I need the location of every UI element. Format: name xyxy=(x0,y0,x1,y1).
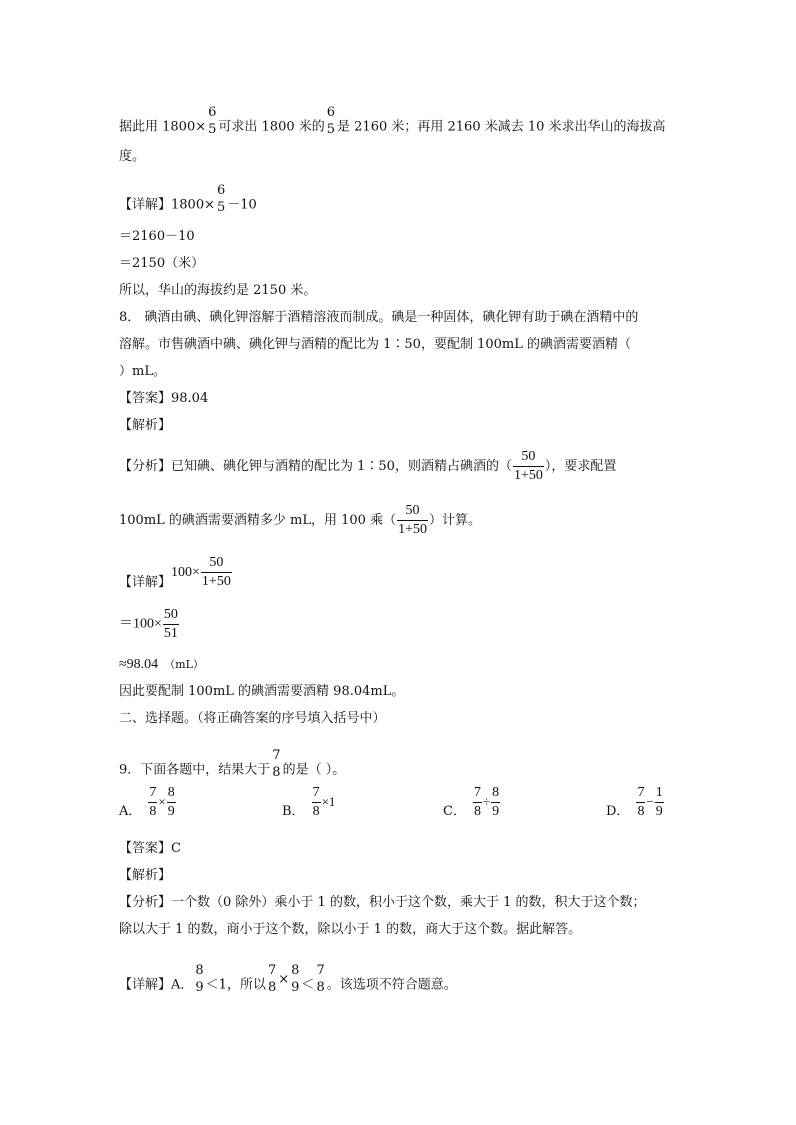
denominator: 9 xyxy=(291,980,300,995)
question-9-stem xyxy=(119,748,346,785)
numerator: 50 xyxy=(405,503,420,518)
question-8-line-3: ）mL。 xyxy=(119,364,166,379)
numerator: 7 xyxy=(473,785,481,800)
text: ）计算。 xyxy=(428,513,481,528)
fraction xyxy=(201,556,232,589)
fraction xyxy=(397,504,428,537)
analysis-line-1 xyxy=(119,450,616,483)
fraction xyxy=(513,450,544,483)
operator: × xyxy=(158,794,166,809)
numerator: 6 xyxy=(217,183,226,198)
denominator: 8 xyxy=(267,980,277,995)
text: ＜1，所以 xyxy=(205,977,266,993)
detail-line xyxy=(119,963,457,1000)
calc-step xyxy=(119,656,204,674)
solution-line-1 xyxy=(119,105,666,142)
answer: 【答案】98.04 xyxy=(119,391,209,406)
text: 。该选项不符合题意。 xyxy=(326,977,457,993)
analysis-label: 【解析】 xyxy=(119,418,172,433)
analysis-label: 【解析】 xyxy=(119,868,172,883)
denominator: 5 xyxy=(208,122,217,137)
section-heading: 二、选择题。（将正确答案的序号填入括号中） xyxy=(119,711,386,726)
denominator: 9 xyxy=(195,980,204,995)
fraction xyxy=(290,964,300,994)
text: 1800× xyxy=(171,197,215,213)
question-8-line-2: 溶解。市售碘酒中碘、碘化钾与酒精的配比为 1∶50，要配制 100mL 的碘酒需要酒精（ xyxy=(119,337,631,352)
fraction xyxy=(271,749,281,779)
numerator: 7 xyxy=(637,785,645,800)
text: 据此用 1800× xyxy=(119,119,207,135)
option-b[interactable] xyxy=(282,786,335,819)
numerator: 1 xyxy=(655,785,663,800)
answer: 【答案】C xyxy=(119,841,181,856)
numerator: 50 xyxy=(521,449,536,464)
conclusion: 因此要配制 100mL 的碘酒需要酒精 98.04mL。 xyxy=(119,684,405,699)
operator: ÷ xyxy=(482,794,491,809)
text: 是 2160 米；再用 2160 米减去 10 米求出华山的海拔高 xyxy=(337,119,666,135)
option-label: C． xyxy=(443,804,466,819)
denominator: 5 xyxy=(326,122,336,137)
solution-line-2: 度。 xyxy=(119,149,146,164)
denominator: 9 xyxy=(655,804,663,819)
numerator: 50 xyxy=(209,555,224,570)
calc-step: ＝2160－10 xyxy=(119,229,195,244)
fraction xyxy=(473,786,482,819)
text: 【分析】已知碘、碘化钾与酒精的配比为 1∶50，则酒精占碘酒的（ xyxy=(119,459,512,474)
fraction xyxy=(315,964,325,994)
denominator: 1+50 xyxy=(513,468,543,483)
option-a[interactable] xyxy=(119,786,177,819)
fraction xyxy=(326,106,336,136)
numerator: 6 xyxy=(208,105,217,120)
option-label: D． xyxy=(606,804,630,819)
numerator: 8 xyxy=(492,785,500,800)
text: ≈98.04 xyxy=(119,657,159,672)
denominator: 8 xyxy=(272,765,281,780)
conclusion: 所以，华山的海拔约是 2150 米。 xyxy=(119,283,317,298)
calc-step xyxy=(119,608,180,641)
operator: × xyxy=(278,971,290,987)
fraction xyxy=(216,184,226,214)
text: ），要求配置 xyxy=(544,459,617,474)
text: 100× xyxy=(171,565,200,580)
denominator: 9 xyxy=(492,804,500,819)
detail-label: 【详解】 xyxy=(119,197,172,213)
fraction xyxy=(207,106,217,136)
operator: ×1 xyxy=(321,794,336,809)
fraction xyxy=(163,608,179,641)
analysis-line-1: 【分析】一个数（0 除外）乘小于 1 的数，积小于这个数，乘大于 1 的数，积大于这个数； xyxy=(119,895,646,910)
text: ＝100× xyxy=(119,616,162,632)
fraction xyxy=(636,786,645,819)
operator: − xyxy=(646,794,654,809)
option-label: A． xyxy=(119,804,142,819)
text: 可求出 1800 米的 xyxy=(218,119,325,135)
fraction xyxy=(148,786,157,819)
denominator: 1+50 xyxy=(201,574,231,589)
analysis-line-2: 除以大于 1 的数，商小于这个数，除以小于 1 的数，商大于这个数。据此解答。 xyxy=(119,922,582,937)
denominator: 51 xyxy=(163,626,178,641)
numerator: 7 xyxy=(267,963,277,978)
fraction xyxy=(167,786,176,819)
denominator: 5 xyxy=(217,200,226,215)
denominator: 8 xyxy=(637,804,645,819)
numerator: 7 xyxy=(312,785,320,800)
denominator: 9 xyxy=(167,804,175,819)
denominator: 8 xyxy=(312,804,320,819)
text: －10 xyxy=(227,197,257,213)
numerator: 50 xyxy=(163,607,178,622)
unit: （mL） xyxy=(164,658,204,671)
numerator: 7 xyxy=(316,963,325,978)
fraction xyxy=(655,786,664,819)
fraction xyxy=(267,964,277,994)
operator: ＜ xyxy=(301,977,315,993)
denominator: 8 xyxy=(316,980,325,995)
detail-label: 【详解】A． xyxy=(119,977,194,993)
denominator: 1+50 xyxy=(398,522,427,537)
question-8-line-1: 8． 碘酒由碘、碘化钾溶解于酒精溶液而制成。碘是一种固体，碘化钾有助于碘在酒精中的 xyxy=(119,310,639,325)
detail-line xyxy=(119,183,257,220)
option-label: B． xyxy=(282,804,305,819)
fraction xyxy=(194,964,204,994)
numerator: 8 xyxy=(195,963,204,978)
denominator: 8 xyxy=(473,804,481,819)
numerator: 8 xyxy=(167,785,175,800)
detail-line xyxy=(119,555,233,599)
fraction xyxy=(312,786,321,819)
text: 的是（ ）。 xyxy=(282,762,346,778)
denominator: 8 xyxy=(149,804,157,819)
numerator: 8 xyxy=(291,963,300,978)
fraction xyxy=(491,786,500,819)
numerator: 6 xyxy=(326,105,336,120)
calc-step: ＝2150（米） xyxy=(119,256,205,271)
numerator: 7 xyxy=(149,785,157,800)
text: 9．下面各题中，结果大于 xyxy=(119,762,271,778)
analysis-line-2 xyxy=(119,504,481,537)
option-c[interactable] xyxy=(443,786,501,819)
option-d[interactable] xyxy=(606,786,665,819)
numerator: 7 xyxy=(272,748,281,763)
text: 100mL 的碘酒需要酒精多少 mL，用 100 乘（ xyxy=(119,513,397,528)
detail-label: 【详解】 xyxy=(119,575,172,590)
